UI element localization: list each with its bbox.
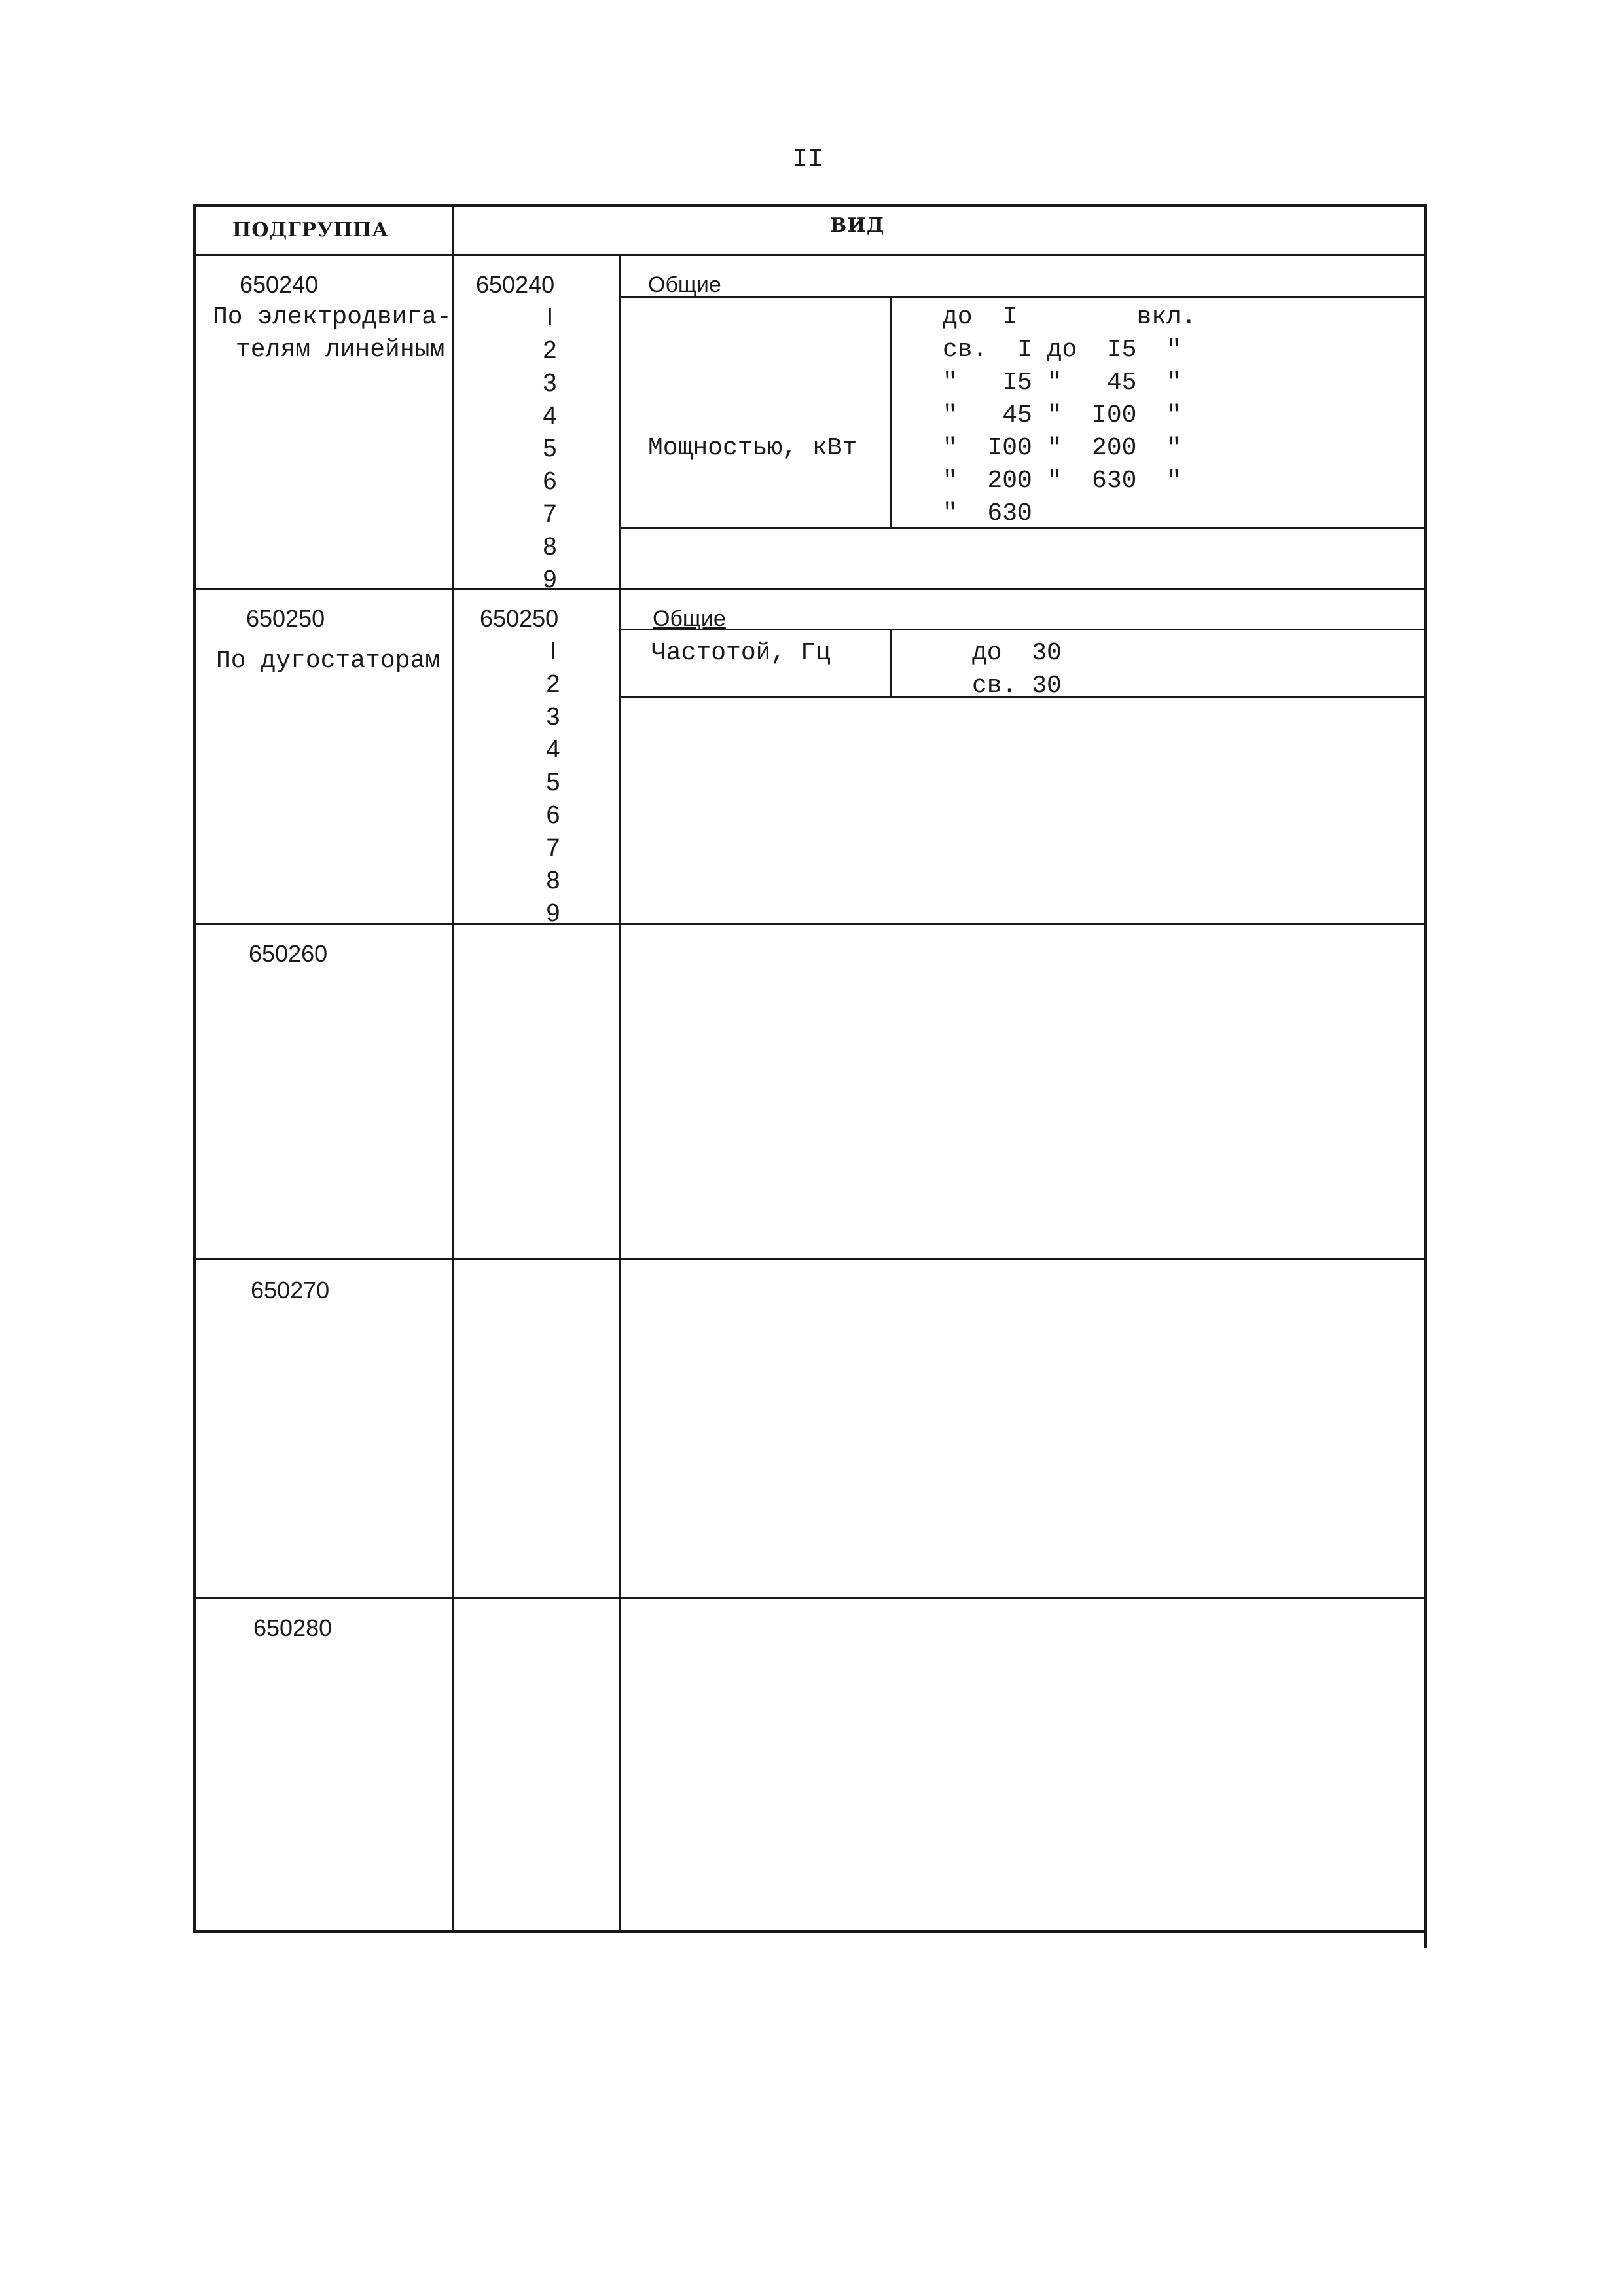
kind-number: 8 bbox=[546, 867, 560, 894]
row2-general-divider bbox=[619, 629, 1427, 630]
range-line: св. 30 bbox=[972, 672, 1062, 700]
kind-code: 650250 bbox=[480, 605, 559, 632]
parameter-label: Мощностью, кВт bbox=[648, 434, 857, 462]
row1-param-divider bbox=[890, 296, 892, 529]
subgroup-name-line1: По дугостаторам bbox=[216, 647, 441, 675]
kind-code: 650240 bbox=[476, 271, 555, 298]
kind-number: 5 bbox=[543, 435, 557, 462]
subgroup-code: 650260 bbox=[249, 940, 328, 967]
kind-number: 5 bbox=[546, 769, 560, 796]
group-divider-4 bbox=[193, 1597, 1427, 1599]
table-border-top bbox=[193, 204, 1427, 207]
header-divider bbox=[193, 254, 1427, 256]
kind-number: I bbox=[546, 304, 554, 331]
kind-number: 7 bbox=[543, 500, 557, 528]
table-border-left bbox=[193, 204, 196, 1933]
kind-number: 4 bbox=[543, 402, 557, 429]
table-border-right bbox=[1424, 204, 1427, 1948]
group-divider-1 bbox=[193, 588, 1427, 590]
range-line: " I00 " 200 " bbox=[943, 434, 1182, 462]
general-label: Общие bbox=[653, 606, 726, 631]
kind-number: 3 bbox=[543, 369, 557, 397]
group-divider-2 bbox=[193, 923, 1427, 925]
range-line: до I вкл. bbox=[943, 303, 1197, 331]
subgroup-code: 650270 bbox=[251, 1277, 330, 1303]
subgroup-name-line1: По электродвига- bbox=[213, 303, 452, 331]
parameter-label: Частотой, Гц bbox=[651, 639, 831, 667]
kind-number: 4 bbox=[546, 736, 560, 763]
subgroup-name-line2: телям линейным bbox=[236, 336, 445, 364]
subgroup-code: 650250 bbox=[246, 605, 325, 632]
subgroup-code: 650280 bbox=[253, 1614, 333, 1641]
kind-number: 9 bbox=[543, 566, 557, 593]
range-line: " I5 " 45 " bbox=[943, 369, 1182, 397]
kind-number: 7 bbox=[546, 834, 560, 862]
row1-general-divider bbox=[619, 296, 1427, 298]
kind-number: 3 bbox=[546, 703, 560, 731]
header-subgroup: ПОДГРУППА bbox=[232, 219, 389, 242]
column-divider-1 bbox=[452, 204, 454, 1933]
header-kind: ВИД bbox=[830, 214, 885, 237]
kind-number: 9 bbox=[546, 900, 560, 927]
kind-number: 2 bbox=[546, 670, 560, 698]
subgroup-code: 650240 bbox=[240, 271, 319, 298]
general-label: Общие bbox=[648, 272, 721, 297]
range-line: " 630 bbox=[943, 500, 1032, 528]
group-divider-3 bbox=[193, 1258, 1427, 1260]
page-number: II bbox=[792, 145, 824, 175]
column-divider-2 bbox=[619, 255, 621, 1933]
range-line: до 30 bbox=[972, 639, 1062, 667]
kind-number: 2 bbox=[543, 337, 557, 364]
range-line: " 45 " I00 " bbox=[943, 401, 1182, 429]
row2-param-divider bbox=[890, 629, 892, 698]
range-line: " 200 " 630 " bbox=[943, 467, 1182, 495]
table-border-bottom bbox=[193, 1930, 1427, 1933]
kind-number: 6 bbox=[546, 801, 560, 829]
kind-number: 8 bbox=[543, 533, 557, 560]
kind-number: 6 bbox=[543, 467, 557, 495]
range-line: св. I до I5 " bbox=[943, 336, 1182, 364]
kind-number: I bbox=[549, 638, 557, 665]
